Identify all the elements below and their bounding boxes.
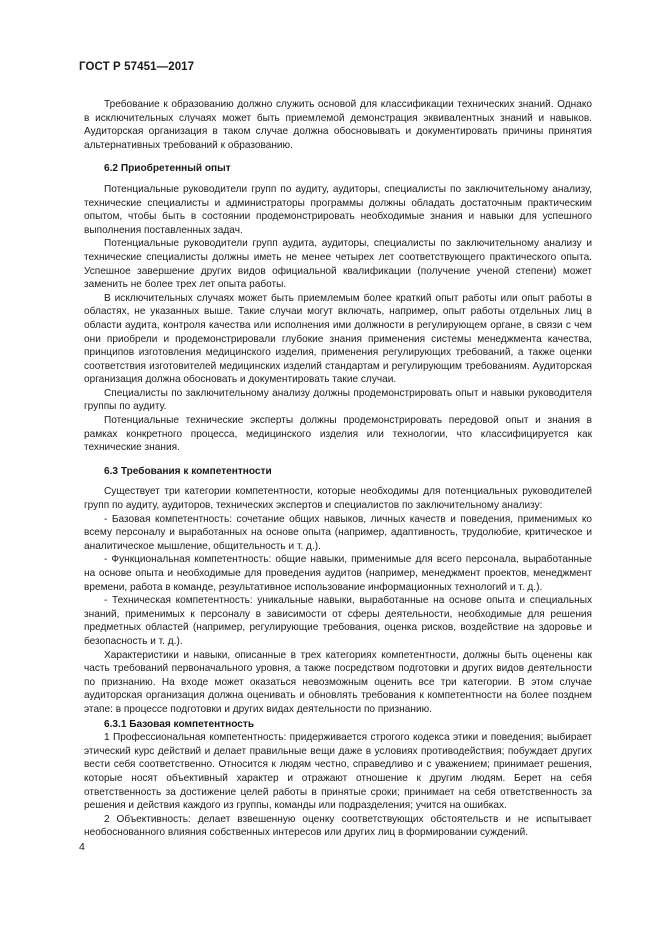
section-heading-6-3: 6.3 Требования к компетентности (104, 465, 272, 477)
list-item: - Функциональная компетентность: общие навыки, применимые для всего персонала, выработанные на основе опыта и необходимые для проведения аудитов (например, менеджмент проектов, менеджмент времени, работа в команде, результативное использование информационных технологий и т. д.). (84, 554, 592, 593)
list-item: - Техническая компетентность: уникальные навыки, выработанные на основе опыта и специальных знаний, применимых к персоналу в зависимости от сферы деятельности, необходимые для решения предметных областей (например, регулирующие требования, оценка рисков, воздействие на здоровье и безопасность и т. д.). (84, 595, 592, 647)
subsection-heading-6-3-1: 6.3.1 Базовая компетентность (104, 718, 255, 730)
section-heading-6-2: 6.2 Приобретенный опыт (104, 163, 231, 175)
page-number: 4 (79, 841, 85, 853)
list-item: - Базовая компетентность: сочетание общих навыков, личных качеств и поведения, применимых ко всему персоналу и выработанных на основе опыта (например, адаптивность, трудолюбие, критическое и аналитическое мышление, общительность и т. д.). (84, 513, 592, 552)
paragraph: Потенциальные руководители групп аудита, аудиторы, специалисты по заключительному анализу и технические специалисты должны иметь не менее четырех лет соответствующего практического опыта. Успешное завершение других видов официальной квалификации (получение ученой степени) может заменить не более трех лет опыта работы. (84, 238, 592, 291)
document-header: ГОСТ Р 57451—2017 (79, 61, 195, 73)
paragraph: Характеристики и навыки, описанные в трех категориях компетентности, должны быть оценены как часть требований первоначального уровня, а также посредством подготовки и других видов деятельности по признанию. На входе может оказаться невозможным оценить все три категории. В этом случае аудиторская организация должна оценивать и обновлять требования к компетентности на более позднем этапе: в процессе подготовки и других видах деятельности по признанию. (84, 649, 592, 715)
paragraph: Специалисты по заключительному анализу должны продемонстрировать опыт и навыки руководителя группы по аудиту. (84, 387, 592, 413)
paragraph: 2 Объективность: делает взвешенную оценку соответствующих обстоятельств и не испытывает необоснованного влияния собственных интересов или других лиц в формировании суждений. (84, 813, 592, 839)
paragraph: 1 Профессиональная компетентность: придерживается строгого кодекса этики и поведения; выбирает этический курс действий и делает правильные вещи даже в условиях противодействия; побуждает других вести себя соответственно. Относится к людям честно, справедливо и с уважением; принимает решения, которые носят объективный характер и отражают отношение к другим людям. Берет на себя ответственность за достижение целей работы в принятые сроки; принимает на себя ответственность за решения и действия каждого из группы, команды или подразделения; учится на ошибках. (84, 732, 592, 812)
paragraph: Потенциальные руководители групп по аудиту, аудиторы, специалисты по заключительному анализу, технические специалисты и администраторы программы должны обладать достаточным практическим опытом, чтобы быть в состоянии продемонстрировать необходимые знания и навыки для успешного выполнения поставленных задач. (84, 183, 592, 236)
paragraph: Существует три категории компетентности, которые необходимы для потенциальных руководителей групп по аудиту, аудиторов, технических экспертов и специалистов по заключительному анализу: (84, 486, 592, 512)
paragraph: Требование к образованию должно служить основой для классификации технических знаний. Однако в исключительных случаях может быть приемлемой демонстрация эквивалентных знаний и навыков. Аудиторская организация в таком случае должна обосновывать и документировать причины принятия альтернативных требований к образованию. (84, 99, 592, 151)
document-body (84, 98, 592, 840)
paragraph: В исключительных случаях может быть приемлемым более краткий опыт работы или опыт работы в областях, не указанных выше. Такие случаи могут включать, например, опыт работы отдельных лиц в области аудита, контроля качества или исполнения ими должности в регулирующем органе, в связи с чем они приобрели и продемонстрировали глубокие знания применения системы менеджмента качества, принципов изготовления медицинского изделия, применения регулирующих требований, а также оценки соответствия изготовителей медицинских изделий стандартам и регулирующим требованиям. Аудиторская организация должна обосновать и документировать такие случаи. (84, 292, 592, 386)
paragraph: Потенциальные технические эксперты должны продемонстрировать передовой опыт и знания в рамках конкретного процесса, медицинского изделия или технологии, что классифицируется как технические знания. (84, 415, 592, 454)
